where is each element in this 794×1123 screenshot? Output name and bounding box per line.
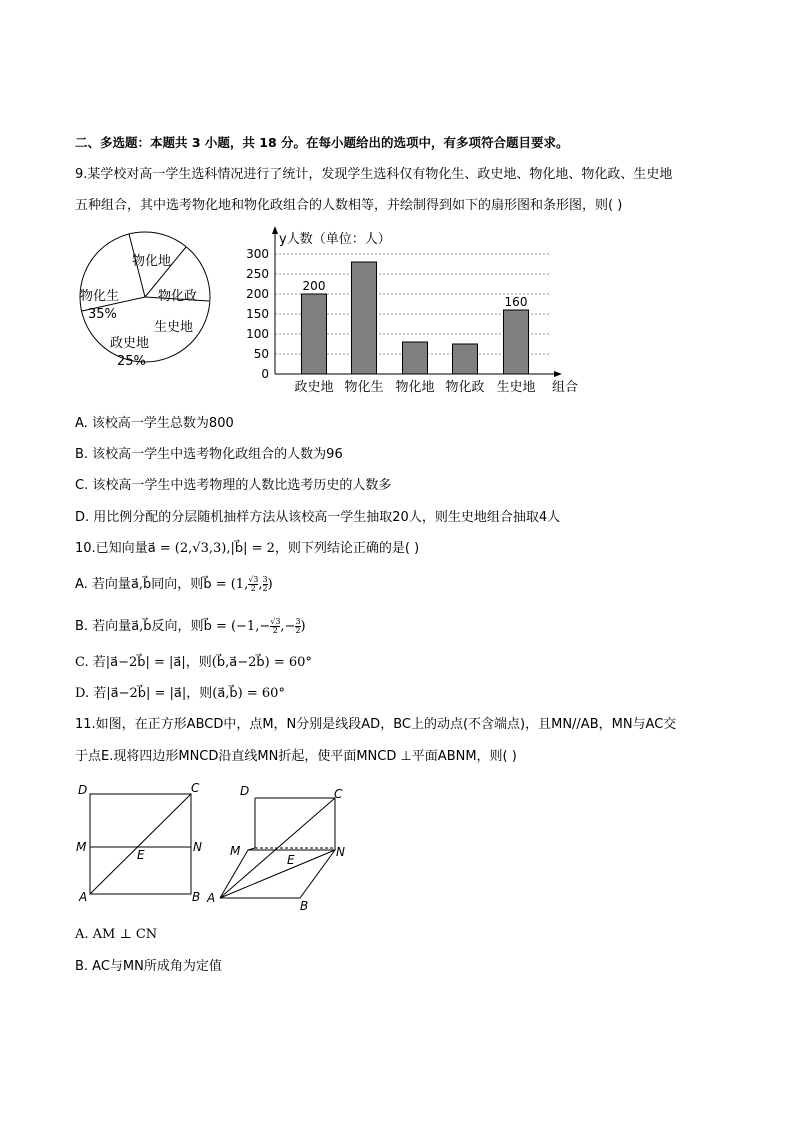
q10-option-c: C. 若|a⃗−2b⃗| = |a⃗|，则(b⃗,a⃗−2b⃗) = 60° bbox=[75, 655, 312, 670]
label-c-right: C bbox=[334, 787, 343, 801]
frac-num: √3 bbox=[270, 617, 281, 626]
x-tick-label: 政史地 bbox=[294, 380, 334, 395]
q10-close-paren: ) bbox=[300, 619, 306, 634]
bars-layer bbox=[302, 262, 529, 374]
bar bbox=[403, 342, 428, 374]
label-n-left: N bbox=[193, 840, 202, 854]
bar-chart bbox=[232, 224, 592, 400]
label-d-left: D bbox=[78, 783, 88, 797]
y-tick-label: 300 bbox=[246, 247, 269, 261]
label-a-left: A bbox=[79, 890, 88, 904]
q10-comma: , bbox=[258, 577, 263, 592]
pie-chart bbox=[70, 218, 220, 378]
q9-option-b: B. 该校高一学生中选考物化政组合的人数为96 bbox=[75, 447, 343, 462]
q11-geometry-figure bbox=[70, 778, 360, 913]
q10-vector-expr: a⃗ = (2,√3,3),|b⃗| = 2 bbox=[147, 541, 275, 556]
label-m-left: M bbox=[76, 840, 87, 854]
q10-option-b bbox=[75, 618, 306, 636]
pie-label-shengshidi: 生史地 bbox=[154, 320, 194, 335]
q10-close-paren: ) bbox=[267, 577, 273, 592]
pie-label-wuhuasheng: 物化生 bbox=[80, 289, 120, 304]
label-a-right: A bbox=[207, 891, 216, 905]
q10-opt-b-frac1 bbox=[270, 618, 280, 635]
label-n-right: N bbox=[336, 845, 345, 859]
q10-opt-a-vec: a⃗,b⃗ bbox=[130, 577, 152, 592]
label-c-left: C bbox=[191, 781, 200, 795]
label-b-left: B bbox=[192, 890, 201, 904]
bar bbox=[302, 294, 327, 374]
q10-opt-a-frac1 bbox=[248, 576, 258, 593]
frac-num: √3 bbox=[248, 575, 259, 584]
y-axis-label: y人数（单位：人） bbox=[279, 232, 391, 247]
label-d-right: D bbox=[240, 784, 250, 798]
bar bbox=[504, 310, 529, 374]
label-b-right: B bbox=[300, 899, 309, 913]
q10-opt-b-val: b⃗ = (−1,− bbox=[203, 619, 271, 634]
q10-opt-a-pre: A. 若向量 bbox=[75, 577, 131, 592]
pie-label-zhengshidi-pct: 25% bbox=[117, 354, 146, 369]
frac-den: 2 bbox=[270, 626, 280, 635]
q11-stem-line2: 于点E.现将四边形MNCD沿直线MN折起，使平面MNCD ⊥平面ABNM，则( ) bbox=[75, 749, 517, 764]
label-e-right: E bbox=[287, 853, 295, 867]
frac-num: 3 bbox=[262, 575, 268, 584]
x-tick-label: 物化生 bbox=[344, 380, 384, 395]
q11-stem-line1: 11.如图，在正方形ABCD中，点M，N分别是线段AD，BC上的动点(不含端点)，且MN//AB，MN与AC交 bbox=[75, 717, 677, 732]
frac-den: 2 bbox=[295, 626, 301, 635]
labels-layer bbox=[246, 247, 535, 395]
pie-label-wuhuazheng: 物化政 bbox=[158, 289, 198, 304]
q9-stem-line1: 9.某学校对高一学生选科情况进行了统计，发现学生选科仅有物化生、政史地、物化地、物化政、生史地 bbox=[75, 167, 673, 182]
y-axis-arrow bbox=[272, 226, 278, 234]
q9-option-d: D. 用比例分配的分层随机抽样方法从该校高一学生抽取20人，则生史地组合抽取4人 bbox=[75, 510, 561, 525]
bar-value-label: 160 bbox=[504, 295, 528, 309]
frac-num: 3 bbox=[295, 617, 301, 626]
q11-option-a: A. AM ⊥ CN bbox=[75, 927, 158, 942]
q10-opt-b-pre: B. 若向量 bbox=[75, 619, 132, 634]
q10-opt-a-val: b⃗ = (1, bbox=[203, 577, 249, 592]
pie-label-wuhuasheng-pct: 35% bbox=[88, 307, 117, 322]
x-axis-label: 组合 bbox=[552, 380, 579, 395]
q10-opt-a-mid: 同向，则 bbox=[151, 577, 204, 592]
q10-comma: ,− bbox=[280, 619, 296, 634]
bar-value-label: 200 bbox=[302, 279, 326, 293]
q10-stem-prefix: 10.已知向量 bbox=[75, 541, 148, 556]
q10-opt-b-mid: 反向，则 bbox=[151, 619, 204, 634]
y-tick-label: 50 bbox=[253, 347, 269, 361]
y-tick-label: 0 bbox=[261, 367, 269, 381]
q10-option-d: D. 若|a⃗−2b⃗| = |a⃗|，则(a⃗,b⃗) = 60° bbox=[75, 686, 285, 701]
q10-option-a bbox=[75, 576, 273, 594]
y-tick-label: 150 bbox=[246, 307, 269, 321]
section-heading: 二、多选题：本题共 3 小题，共 18 分。在每小题给出的选项中，有多项符合题目要求。 bbox=[75, 135, 569, 150]
y-tick-label: 250 bbox=[246, 267, 269, 281]
bar bbox=[352, 262, 377, 374]
y-tick-label: 100 bbox=[246, 327, 269, 341]
x-tick-label: 物化政 bbox=[445, 380, 485, 395]
frac-den: 2 bbox=[262, 584, 268, 593]
q9-option-a: A. 该校高一学生总数为800 bbox=[75, 416, 234, 431]
label-m-right: M bbox=[230, 844, 241, 858]
y-tick-label: 200 bbox=[246, 287, 269, 301]
frac-den: 2 bbox=[248, 584, 258, 593]
bar bbox=[453, 344, 478, 374]
x-tick-label: 生史地 bbox=[496, 380, 536, 395]
pie-label-zhengshidi: 政史地 bbox=[110, 336, 150, 351]
q10-stem bbox=[75, 540, 419, 558]
q10-stem-suffix: ，则下列结论正确的是( ) bbox=[274, 541, 420, 556]
q11-option-b: B. AC与MN所成角为定值 bbox=[75, 959, 222, 974]
q10-opt-b-vec: a⃗,b⃗ bbox=[131, 619, 152, 634]
x-axis-arrow bbox=[554, 371, 562, 377]
x-tick-label: 物化地 bbox=[395, 380, 435, 395]
q9-option-c: C. 该校高一学生中选考物理的人数比选考历史的人数多 bbox=[75, 478, 392, 493]
q9-stem-line2: 五种组合，其中选考物化地和物化政组合的人数相等，并绘制得到如下的扇形图和条形图，则( ) bbox=[75, 198, 623, 213]
pie-label-wuhuadi: 物化地 bbox=[132, 254, 172, 269]
label-e-left: E bbox=[137, 848, 145, 862]
square-abcd bbox=[90, 794, 191, 894]
